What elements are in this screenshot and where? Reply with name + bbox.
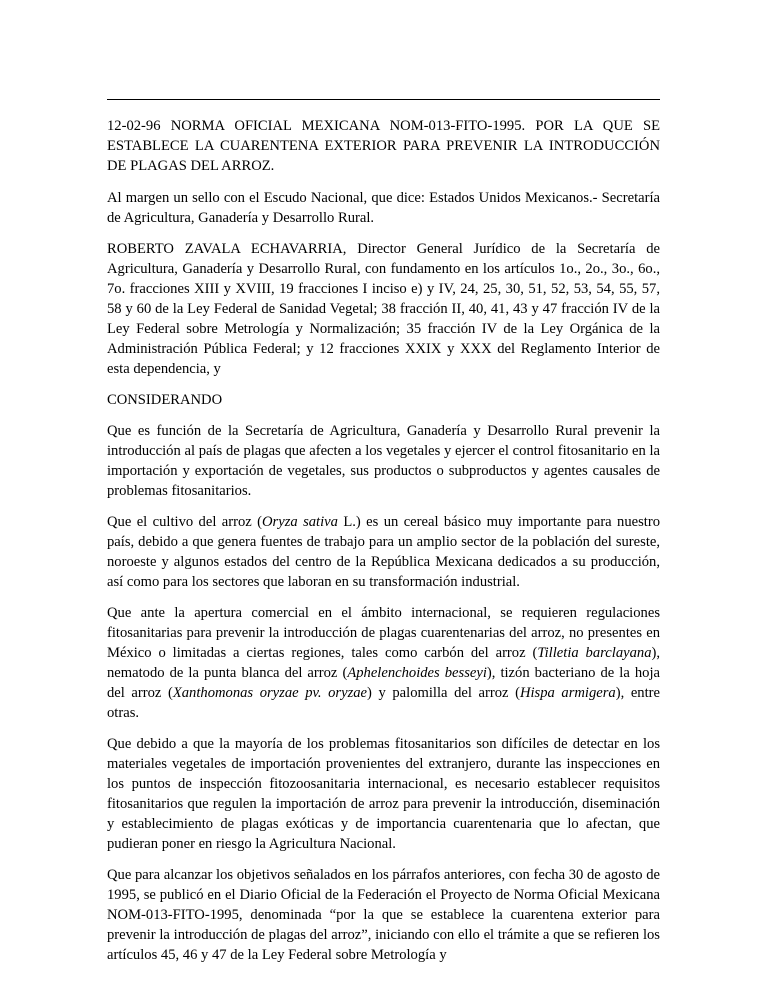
- species-name: Xanthomonas oryzae pv. oryzae: [172, 685, 368, 701]
- species-name: Oryza sativa: [262, 514, 338, 530]
- text-run: ) y palomilla del arroz (: [367, 685, 520, 701]
- species-name: Hispa armigera: [519, 685, 616, 701]
- text-run: L.) es un cereal básico muy importante para nuestro país, debido a que genera fuentes de trabajo para un amplio sector de la población del sureste, noroeste y algunos estados del centro de la República Mexicana dedicados a su producción, así como para los sectores que laboran en su transformación industrial.: [107, 514, 661, 590]
- considerando-heading: CONSIDERANDO: [107, 392, 223, 408]
- species-name: Aphelenchoides besseyi: [347, 665, 487, 681]
- considerando-paragraph-2: [107, 512, 660, 592]
- considerando-paragraph-1: Que es función de la Secretaría de Agricultura, Ganadería y Desarrollo Rural prevenir la introducción al país de plagas que afecten a los vegetales y ejercer el control fitosanitario en la importación y exportación de vegetales, sus productos o subproductos y agentes causales de problemas fitosanitarios.: [107, 423, 660, 499]
- text-run: ), tizón bacteriano de la hoja del arroz (: [107, 665, 660, 701]
- document-title: 12-02-96 NORMA OFICIAL MEXICANA NOM-013-FITO-1995. POR LA QUE SE ESTABLECE LA CUARENTENA EXTERIOR PARA PREVENIR LA INTRODUCCIÓN DE PLAGAS DEL ARROZ.: [107, 118, 660, 174]
- text-run: Que el cultivo del arroz (: [107, 514, 263, 530]
- margin-note-paragraph: Al margen un sello con el Escudo Nacional, que dice: Estados Unidos Mexicanos.- Secretaría de Agricultura, Ganadería y Desarrollo Rural.: [107, 190, 660, 226]
- document-body: [107, 116, 660, 976]
- considerando-paragraph-3: [107, 603, 660, 723]
- species-name: Tilletia barclayana: [537, 645, 652, 661]
- preamble-paragraph: ROBERTO ZAVALA ECHAVARRIA, Director General Jurídico de la Secretaría de Agricultura, Ganadería y Desarrollo Rural, con fundamento en los artículos 1o., 2o., 3o., 6o., 7o. fracciones XIII y XVIII, 19 fracciones I inciso e) y IV, 24, 25, 30, 51, 52, 53, 54, 55, 57, 58 y 60 de la Ley Federal de Sanidad Vegetal; 38 fracción II, 40, 41, 43 y 47 fracción IV de la Ley Federal sobre Metrología y Normalización; 35 fracción IV de la Ley Orgánica de la Administración Pública Federal; y 12 fracciones XXIX y XXX del Reglamento Interior de esta dependencia, y: [107, 241, 660, 377]
- text-run: ), nematodo de la punta blanca del arroz (: [107, 645, 661, 681]
- text-run: Que ante la apertura comercial en el ámbito internacional, se requieren regulaciones fitosanitarias para prevenir la introducción de plagas cuarentenarias del arroz, no presentes en México o limitadas a ciertas regiones, tales como carbón del arroz (: [107, 605, 660, 661]
- text-run: ), entre otras.: [107, 685, 660, 721]
- considerando-paragraph-5: Que para alcanzar los objetivos señalados en los párrafos anteriores, con fecha 30 de agosto de 1995, se publicó en el Diario Oficial de la Federación el Proyecto de Norma Oficial Mexicana NOM-013-FITO-1995, denominada “por la que se establece la cuarentena exterior para prevenir la introducción de plagas del arroz”, iniciando con ello el trámite a que se refieren los artículos 45, 46 y 47 de la Ley Federal sobre Metrología y: [107, 867, 660, 963]
- header-rule: [107, 99, 660, 100]
- considerando-paragraph-4: Que debido a que la mayoría de los problemas fitosanitarios son difíciles de detectar en los materiales vegetales de importación provenientes del extranjero, durante las inspecciones en los puntos de inspección fitozoosanitaria internacional, es necesario establecer requisitos fitosanitarios que regulen la importación de arroz para prevenir la introducción, diseminación y establecimiento de plagas exóticas y de importancia cuarentenaria que lo afectan, que pudieran poner en riesgo la Agricultura Nacional.: [107, 736, 660, 852]
